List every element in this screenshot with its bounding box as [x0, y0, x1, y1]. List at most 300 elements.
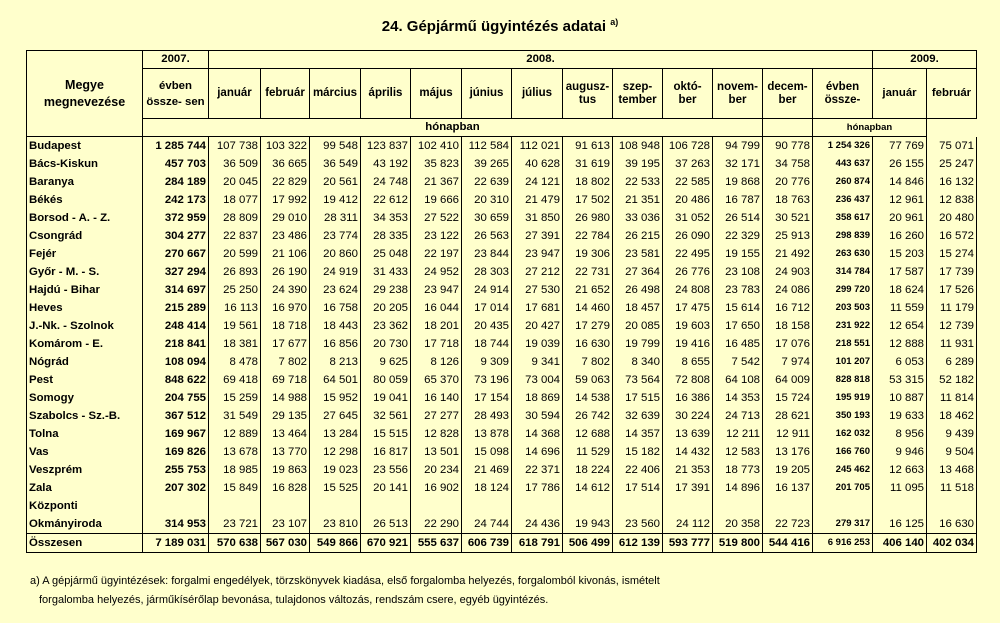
- month-2008-cell: 9 625: [361, 353, 411, 371]
- month-2008-cell: 112 584: [462, 137, 512, 156]
- month-2008-cell: 22 290: [411, 515, 462, 534]
- month-2008-cell: 32 639: [613, 407, 663, 425]
- table-row: [27, 317, 977, 335]
- month-2008-cell: 23 556: [361, 461, 411, 479]
- month-2008-cell: 27 645: [310, 407, 361, 425]
- month-2008-cell: 69 418: [209, 371, 261, 389]
- month-2008-cell: 17 502: [563, 191, 613, 209]
- month-2008-header: április: [361, 69, 411, 119]
- month-2008-cell: 20 310: [462, 191, 512, 209]
- month-2008-cell: 16 113: [209, 299, 261, 317]
- month-2008-cell: 17 514: [613, 479, 663, 497]
- month-2008-cell: 107 738: [209, 137, 261, 156]
- month-2008-cell: 20 205: [361, 299, 411, 317]
- month-2008-cell: 106 728: [663, 137, 713, 156]
- month-2008-cell: 103 322: [261, 137, 310, 156]
- month-2008-cell: 12 889: [209, 425, 261, 443]
- month-2008-cell: 20 358: [713, 515, 763, 534]
- month-2009-cell: 6 053: [873, 353, 927, 371]
- county-name-cell: Baranya: [27, 173, 143, 191]
- total-2008-cell: 245 462: [813, 461, 873, 479]
- month-2008-cell: 15 182: [613, 443, 663, 461]
- month-2008-cell: 18 124: [462, 479, 512, 497]
- month-2008-cell: 27 364: [613, 263, 663, 281]
- month-2008-cell: 14 538: [563, 389, 613, 407]
- month-2008-cell: 24 086: [763, 281, 813, 299]
- month-2008-cell: 15 515: [361, 425, 411, 443]
- month-2008-cell: 20 860: [310, 245, 361, 263]
- total-2007-cell: 218 841: [143, 335, 209, 353]
- month-2008-cell: 37 263: [663, 155, 713, 173]
- month-2008-cell: 22 197: [411, 245, 462, 263]
- month-2008-cell: 23 947: [512, 245, 563, 263]
- month-2008-cell: 16 828: [261, 479, 310, 497]
- month-2008-cell: [613, 497, 663, 515]
- month-2008-cell: 506 499: [563, 534, 613, 553]
- month-2008-cell: [361, 497, 411, 515]
- month-2009-cell: 11 931: [927, 335, 977, 353]
- yearly-2008-blank: [763, 119, 813, 137]
- total-2008-cell: 203 503: [813, 299, 873, 317]
- month-2008-cell: 20 045: [209, 173, 261, 191]
- month-2008-cell: 20 085: [613, 317, 663, 335]
- month-2008-cell: 19 041: [361, 389, 411, 407]
- table-row: [27, 173, 977, 191]
- month-2008-cell: 73 564: [613, 371, 663, 389]
- month-2008-cell: 27 522: [411, 209, 462, 227]
- table-row: [27, 335, 977, 353]
- total-2008-cell: 231 922: [813, 317, 873, 335]
- month-2008-cell: 20 776: [763, 173, 813, 191]
- month-2008-header: októ-ber: [663, 69, 713, 119]
- county-name-cell: Borsod - A. - Z.: [27, 209, 143, 227]
- month-2009-cell: 8 956: [873, 425, 927, 443]
- month-2008-cell: 23 122: [411, 227, 462, 245]
- total-2008-cell: 162 032: [813, 425, 873, 443]
- month-2008-cell: 13 464: [261, 425, 310, 443]
- month-2008-cell: 11 529: [563, 443, 613, 461]
- month-2008-cell: 17 786: [512, 479, 563, 497]
- month-2008-cell: 15 098: [462, 443, 512, 461]
- month-2009-cell: [927, 497, 977, 515]
- month-2008-cell: 14 896: [713, 479, 763, 497]
- month-2008-cell: 22 837: [209, 227, 261, 245]
- month-2008-cell: 29 238: [361, 281, 411, 299]
- month-2008-cell: 12 298: [310, 443, 361, 461]
- month-2008-cell: [261, 497, 310, 515]
- month-2008-cell: 549 866: [310, 534, 361, 553]
- month-2008-cell: 18 802: [563, 173, 613, 191]
- month-2008-cell: 30 659: [462, 209, 512, 227]
- total-2007-cell: [143, 497, 209, 515]
- month-2008-cell: 19 666: [411, 191, 462, 209]
- month-2008-cell: 25 048: [361, 245, 411, 263]
- month-2008-cell: [462, 497, 512, 515]
- month-2008-cell: 18 773: [713, 461, 763, 479]
- month-2008-cell: 14 696: [512, 443, 563, 461]
- month-2008-cell: 23 560: [613, 515, 663, 534]
- month-2008-cell: 31 549: [209, 407, 261, 425]
- month-2008-cell: [411, 497, 462, 515]
- month-2008-cell: 20 234: [411, 461, 462, 479]
- month-2008-cell: 90 778: [763, 137, 813, 156]
- month-2009-cell: 406 140: [873, 534, 927, 553]
- month-2008-cell: 23 844: [462, 245, 512, 263]
- month-2008-cell: 22 639: [462, 173, 512, 191]
- month-2009-cell: 20 480: [927, 209, 977, 227]
- table-row: [27, 191, 977, 209]
- month-2008-cell: 22 495: [663, 245, 713, 263]
- month-2008-cell: 18 381: [209, 335, 261, 353]
- month-2008-cell: 15 525: [310, 479, 361, 497]
- total-2007-cell: 108 094: [143, 353, 209, 371]
- month-2008-cell: 20 427: [512, 317, 563, 335]
- total-2007-cell: 848 622: [143, 371, 209, 389]
- month-2008-header: június: [462, 69, 512, 119]
- county-name-cell: Vas: [27, 443, 143, 461]
- month-2008-cell: 17 650: [713, 317, 763, 335]
- month-2008-cell: 43 192: [361, 155, 411, 173]
- year-2008-header: 2008.: [209, 51, 873, 69]
- month-2008-cell: 16 044: [411, 299, 462, 317]
- table-row: [27, 497, 977, 515]
- total-2008-cell: 166 760: [813, 443, 873, 461]
- month-2008-cell: 593 777: [663, 534, 713, 553]
- county-name-cell: J.-Nk. - Szolnok: [27, 317, 143, 335]
- total-2007-cell: 7 189 031: [143, 534, 209, 553]
- month-2009-cell: 13 468: [927, 461, 977, 479]
- month-2009-cell: 16 630: [927, 515, 977, 534]
- month-2008-cell: 23 486: [261, 227, 310, 245]
- month-2008-cell: 19 943: [563, 515, 613, 534]
- table-row: [27, 227, 977, 245]
- month-2008-cell: 112 021: [512, 137, 563, 156]
- month-2008-cell: 27 212: [512, 263, 563, 281]
- month-2008-cell: 26 498: [613, 281, 663, 299]
- month-2008-cell: 24 121: [512, 173, 563, 191]
- month-2008-cell: 17 992: [261, 191, 310, 209]
- month-2008-cell: 23 783: [713, 281, 763, 299]
- total-2008-cell: 201 705: [813, 479, 873, 497]
- month-2008-cell: 12 828: [411, 425, 462, 443]
- month-2008-cell: 16 758: [310, 299, 361, 317]
- month-2008-cell: 17 681: [512, 299, 563, 317]
- month-2008-cell: 13 770: [261, 443, 310, 461]
- month-2008-cell: 18 763: [763, 191, 813, 209]
- month-2008-cell: 19 039: [512, 335, 563, 353]
- month-2008-cell: 123 837: [361, 137, 411, 156]
- month-2008-cell: 567 030: [261, 534, 310, 553]
- month-2008-cell: 612 139: [613, 534, 663, 553]
- monthly-2008-label: hónapban: [143, 119, 763, 137]
- county-name-cell: Szabolcs - Sz.-B.: [27, 407, 143, 425]
- month-2008-cell: 24 914: [462, 281, 512, 299]
- month-2008-cell: 34 758: [763, 155, 813, 173]
- total-2007-cell: 215 289: [143, 299, 209, 317]
- month-2008-cell: 59 063: [563, 371, 613, 389]
- month-2009-cell: 19 633: [873, 407, 927, 425]
- month-2008-cell: 17 014: [462, 299, 512, 317]
- month-2008-cell: 20 561: [310, 173, 361, 191]
- month-2008-cell: 36 509: [209, 155, 261, 173]
- month-2008-cell: 7 802: [261, 353, 310, 371]
- month-2008-cell: 21 469: [462, 461, 512, 479]
- month-2008-cell: 8 478: [209, 353, 261, 371]
- month-2009-cell: 17 526: [927, 281, 977, 299]
- month-2008-header: január: [209, 69, 261, 119]
- month-2008-cell: 24 808: [663, 281, 713, 299]
- month-2008-cell: 23 362: [361, 317, 411, 335]
- month-2008-cell: 21 367: [411, 173, 462, 191]
- month-2008-cell: 16 970: [261, 299, 310, 317]
- month-2008-cell: 19 416: [663, 335, 713, 353]
- month-2008-cell: 31 619: [563, 155, 613, 173]
- month-2008-cell: 22 533: [613, 173, 663, 191]
- total-2008-cell: 236 437: [813, 191, 873, 209]
- month-2008-cell: 13 678: [209, 443, 261, 461]
- month-2009-cell: 26 155: [873, 155, 927, 173]
- month-2009-header: február: [927, 69, 977, 119]
- month-2008-header: július: [512, 69, 563, 119]
- month-2008-cell: 26 776: [663, 263, 713, 281]
- month-2008-cell: 64 501: [310, 371, 361, 389]
- county-name-cell: Budapest: [27, 137, 143, 156]
- month-2008-cell: 13 284: [310, 425, 361, 443]
- month-2008-cell: 21 652: [563, 281, 613, 299]
- month-2009-cell: 18 462: [927, 407, 977, 425]
- total-2008-cell: 218 551: [813, 335, 873, 353]
- month-2008-cell: 24 919: [310, 263, 361, 281]
- month-2008-cell: 22 723: [763, 515, 813, 534]
- month-2008-cell: 18 744: [462, 335, 512, 353]
- month-2009-cell: 12 961: [873, 191, 927, 209]
- month-2008-cell: 15 724: [763, 389, 813, 407]
- total-2008-cell: 101 207: [813, 353, 873, 371]
- month-2009-cell: 77 769: [873, 137, 927, 156]
- month-2008-cell: 22 784: [563, 227, 613, 245]
- month-2008-cell: 23 721: [209, 515, 261, 534]
- month-2008-cell: 13 878: [462, 425, 512, 443]
- month-2008-cell: 23 947: [411, 281, 462, 299]
- month-2008-cell: 24 952: [411, 263, 462, 281]
- month-2008-cell: 27 391: [512, 227, 563, 245]
- total-2008-cell: 358 617: [813, 209, 873, 227]
- table-row: [27, 443, 977, 461]
- table-row: [27, 353, 977, 371]
- footnote-line-1: a) A gépjármű ügyintézések: forgalmi engedélyek, törzskönyvek kiadása, első forgalomba helyezés, forgalomból kivonás, ismételt: [30, 575, 660, 587]
- month-2009-cell: 12 663: [873, 461, 927, 479]
- month-2008-cell: 39 195: [613, 155, 663, 173]
- total-2007-cell: 284 189: [143, 173, 209, 191]
- month-2008-cell: 21 479: [512, 191, 563, 209]
- month-2008-cell: 14 357: [613, 425, 663, 443]
- month-2008-cell: 24 112: [663, 515, 713, 534]
- month-2008-cell: 22 829: [261, 173, 310, 191]
- month-2008-cell: 31 052: [663, 209, 713, 227]
- month-2008-cell: 26 513: [361, 515, 411, 534]
- county-name-cell: Nógrád: [27, 353, 143, 371]
- month-2008-cell: 24 390: [261, 281, 310, 299]
- month-2009-header: január: [873, 69, 927, 119]
- month-2009-cell: 16 572: [927, 227, 977, 245]
- month-2008-cell: 7 542: [713, 353, 763, 371]
- month-2008-cell: 18 158: [763, 317, 813, 335]
- monthly-2009-label: hónapban: [813, 119, 927, 137]
- month-2008-cell: 22 585: [663, 173, 713, 191]
- month-2009-cell: 18 624: [873, 281, 927, 299]
- month-2008-cell: 22 406: [613, 461, 663, 479]
- total-2007-cell: 248 414: [143, 317, 209, 335]
- month-2008-cell: 14 988: [261, 389, 310, 407]
- table-row: [27, 515, 977, 534]
- month-2008-cell: 17 475: [663, 299, 713, 317]
- month-2008-cell: 21 351: [613, 191, 663, 209]
- month-2008-header: novem-ber: [713, 69, 763, 119]
- month-2008-cell: 32 561: [361, 407, 411, 425]
- month-2008-cell: 16 137: [763, 479, 813, 497]
- total-2008-cell: 260 874: [813, 173, 873, 191]
- month-2008-cell: 108 948: [613, 137, 663, 156]
- total-2007-cell: 242 173: [143, 191, 209, 209]
- month-2008-cell: 26 742: [563, 407, 613, 425]
- table-row: [27, 461, 977, 479]
- month-2009-cell: 11 559: [873, 299, 927, 317]
- month-2008-cell: [563, 497, 613, 515]
- month-2008-cell: [512, 497, 563, 515]
- month-2009-cell: 402 034: [927, 534, 977, 553]
- month-2008-cell: 618 791: [512, 534, 563, 553]
- month-2008-cell: 19 603: [663, 317, 713, 335]
- total-2007-cell: 270 667: [143, 245, 209, 263]
- month-2008-cell: 8 213: [310, 353, 361, 371]
- month-2008-cell: 16 485: [713, 335, 763, 353]
- month-2009-cell: 16 125: [873, 515, 927, 534]
- vehicle-admin-table: [26, 50, 977, 553]
- county-name-cell: Békés: [27, 191, 143, 209]
- month-2008-cell: 80 059: [361, 371, 411, 389]
- month-2008-cell: 20 435: [462, 317, 512, 335]
- total-2008-cell: 443 637: [813, 155, 873, 173]
- month-2009-cell: 16 132: [927, 173, 977, 191]
- table-row: [27, 371, 977, 389]
- table-row: [27, 137, 977, 156]
- month-2008-cell: 19 412: [310, 191, 361, 209]
- county-name-cell: Összesen: [27, 534, 143, 553]
- total-2007-cell: 372 959: [143, 209, 209, 227]
- month-2008-cell: 519 800: [713, 534, 763, 553]
- year-2009-header: 2009.: [873, 51, 977, 69]
- county-name-cell: Hajdú - Bihar: [27, 281, 143, 299]
- month-2008-cell: 29 010: [261, 209, 310, 227]
- month-2008-cell: 25 250: [209, 281, 261, 299]
- total-2008-cell: 279 317: [813, 515, 873, 534]
- total-2007-cell: 207 302: [143, 479, 209, 497]
- month-2008-cell: 16 902: [411, 479, 462, 497]
- month-2008-cell: 30 594: [512, 407, 563, 425]
- month-2009-cell: 15 274: [927, 245, 977, 263]
- month-2008-cell: 91 613: [563, 137, 613, 156]
- total-2008-cell: 195 919: [813, 389, 873, 407]
- total-2008-cell: 1 254 326: [813, 137, 873, 156]
- month-2008-cell: 22 612: [361, 191, 411, 209]
- month-2009-cell: 11 179: [927, 299, 977, 317]
- month-2008-cell: 21 106: [261, 245, 310, 263]
- county-name-cell: Csongrád: [27, 227, 143, 245]
- month-2008-cell: 18 457: [613, 299, 663, 317]
- table-row: [27, 155, 977, 173]
- month-2008-cell: 24 713: [713, 407, 763, 425]
- month-2008-cell: 17 076: [763, 335, 813, 353]
- month-2008-cell: 32 171: [713, 155, 763, 173]
- month-2008-cell: 28 311: [310, 209, 361, 227]
- month-2008-cell: 25 913: [763, 227, 813, 245]
- month-2008-header: decem-ber: [763, 69, 813, 119]
- month-2008-cell: 26 190: [261, 263, 310, 281]
- month-2008-cell: 18 077: [209, 191, 261, 209]
- month-2008-cell: 20 730: [361, 335, 411, 353]
- month-2009-cell: 16 260: [873, 227, 927, 245]
- month-2008-cell: 19 306: [563, 245, 613, 263]
- month-2008-header: március: [310, 69, 361, 119]
- month-2008-cell: 17 154: [462, 389, 512, 407]
- month-2008-cell: 28 303: [462, 263, 512, 281]
- month-2008-header: május: [411, 69, 462, 119]
- month-2008-cell: 16 856: [310, 335, 361, 353]
- month-2008-cell: 22 371: [512, 461, 563, 479]
- month-2009-cell: 12 888: [873, 335, 927, 353]
- month-2008-cell: 23 108: [713, 263, 763, 281]
- county-header: Megye megnevezése: [27, 51, 143, 137]
- month-2008-cell: 64 108: [713, 371, 763, 389]
- month-2008-cell: 72 808: [663, 371, 713, 389]
- month-2008-cell: 8 340: [613, 353, 663, 371]
- month-2009-cell: 10 887: [873, 389, 927, 407]
- month-2008-cell: 14 460: [563, 299, 613, 317]
- table-row: [27, 299, 977, 317]
- month-2008-cell: 20 599: [209, 245, 261, 263]
- month-2008-cell: 19 868: [713, 173, 763, 191]
- month-2008-cell: [713, 497, 763, 515]
- county-name-cell: Okmányiroda: [27, 515, 143, 534]
- total-2007-cell: 255 753: [143, 461, 209, 479]
- month-2008-cell: 26 215: [613, 227, 663, 245]
- page-title: 24. Gépjármű ügyintézés adatai $^{a)}$: [381, 17, 619, 35]
- month-2008-cell: 26 563: [462, 227, 512, 245]
- county-name-cell: Tolna: [27, 425, 143, 443]
- county-name-cell: Központi: [27, 497, 143, 515]
- month-2009-cell: 75 071: [927, 137, 977, 156]
- month-2008-cell: 16 787: [713, 191, 763, 209]
- total-2007-cell: 367 512: [143, 407, 209, 425]
- month-2008-cell: 27 530: [512, 281, 563, 299]
- month-2008-cell: 7 974: [763, 353, 813, 371]
- month-2008-cell: 15 259: [209, 389, 261, 407]
- month-2008-cell: 16 712: [763, 299, 813, 317]
- month-2008-cell: 16 630: [563, 335, 613, 353]
- month-2008-cell: 19 205: [763, 461, 813, 479]
- month-2008-cell: 33 036: [613, 209, 663, 227]
- footnote: [30, 572, 660, 610]
- month-2008-cell: 9 341: [512, 353, 563, 371]
- month-2008-cell: 15 849: [209, 479, 261, 497]
- month-2008-cell: [310, 497, 361, 515]
- yearly-total-2007-header: évben össze- sen: [143, 69, 209, 119]
- table-row: [27, 245, 977, 263]
- month-2009-cell: 12 739: [927, 317, 977, 335]
- month-2008-cell: 17 515: [613, 389, 663, 407]
- month-2008-cell: 24 748: [361, 173, 411, 191]
- table-row: [27, 281, 977, 299]
